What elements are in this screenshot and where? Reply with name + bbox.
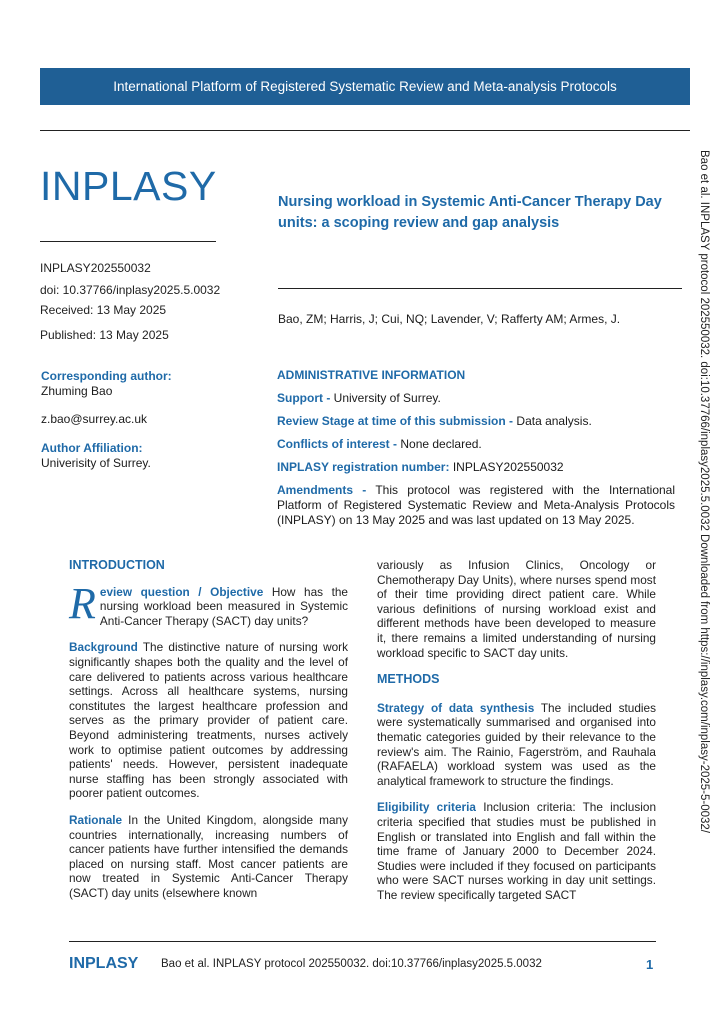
logo-underline [40,241,216,242]
rationale-label: Rationale [69,812,123,827]
affiliation-label: Author Affiliation: [41,441,143,455]
review-stage-label: Review Stage at time of this submission - [277,414,514,428]
amendments-value: This protocol was registered with the International Platform of Registered Systematic Review and Meta-Analysis Protocols (INPLASY) on 13 May 2025 and was last updated on 13 May 2025. [277,483,676,527]
registration-id: INPLASY202550032 [40,261,151,275]
author-affiliation [41,441,261,471]
support-line [277,391,675,406]
amendments-label: Amendments - [277,483,367,497]
left-column [69,558,348,912]
author-list: Bao, ZM; Harris, J; Cui, NQ; Lavender, V; Rafferty AM; Armes, J. [278,312,621,326]
eligibility-text: Inclusion criteria: The inclusion criteria specified that studies must be published in English or translated into English and fall within the time frame of January 2000 to December 2024. Studies were included if they focused on participants who were SACT nurses working in day unit settings. The review specifically targeted SACT [377,800,657,902]
synthesis-text: The included studies were systematically summarised and organised into thematic categories guided by their relevance to the review's aim. The Rainio, Fagerström, and Rauhala (RAFAELA) workload system was used as the analytical framework to structure the findings. [377,700,656,788]
background-paragraph [69,640,348,801]
conflicts-label: Conflicts of interest - [277,437,398,451]
side-citation [690,150,710,870]
review-question-label: eview question / Objective [99,584,264,599]
registration-number-line [277,460,675,475]
support-value: University of Surrey. [333,391,441,405]
footer-logo: INPLASY [69,955,139,972]
registration-number-label: INPLASY registration number: [277,460,450,474]
eligibility-paragraph [377,800,656,902]
rationale-text: In the United Kingdom, alongside many countries internationally, increasing numbers of cancer patients have further intensified the demands placed on nursing staff. Most cancer patients are now treated in Systemic Anti-Cancer Therapy (SACT) day units (elsewhere known [69,812,348,900]
drop-cap: R [69,578,96,628]
footer-divider [69,941,656,942]
title-divider [278,288,682,289]
doi[interactable]: doi: 10.37766/inplasy2025.5.0032 [40,283,221,297]
corresponding-author [41,369,261,399]
review-stage-value: Data analysis. [516,414,592,428]
conflicts-line [277,437,675,452]
amendments-line [277,483,675,528]
conflicts-value: None declared. [400,437,482,451]
rationale-continued: variously as Infusion Clinics, Oncology or Chemotherapy Day Units), where nurses spend most of their time providing direct patient care. While various definitions of nursing workload exist and different methods have been developed to measure it, there remains a limited understanding of nursing workload specific to SACT day units. [377,558,656,660]
article-title: Nursing workload in Systemic Anti-Cancer Therapy Day units: a scoping review and gap analysis [278,194,662,231]
registration-number-value: INPLASY202550032 [452,460,564,474]
methods-heading: METHODS [377,672,440,687]
corresponding-author-name: Zhuming Bao [41,384,113,398]
review-stage-line [277,414,675,429]
published-date: Published: 13 May 2025 [40,328,169,342]
review-question-text: How has the nursing workload been measured in Systemic Anti-Cancer Therapy (SACT) day units? [99,584,348,628]
side-citation-text: Bao et al. INPLASY protocol 202550032. doi:10.37766/inplasy2025.5.0032 Downloaded from https://inplasy.com/inplasy-2025-5-0032/ [698,150,710,833]
footer-citation: Bao et al. INPLASY protocol 202550032. doi:10.37766/inplasy2025.5.0032 [161,958,542,970]
banner-text: International Platform of Registered Systematic Review and Meta-analysis Protocols [113,79,617,94]
page-number: 1 [646,957,654,972]
background-label: Background [69,640,138,655]
received-date: Received: 13 May 2025 [40,303,167,317]
admin-heading: ADMINISTRATIVE INFORMATION [277,368,466,382]
journal-banner [40,68,690,105]
affiliation-value: Univerisity of Surrey. [41,456,151,470]
author-email[interactable]: z.bao@surrey.ac.uk [41,412,148,426]
corresponding-author-label: Corresponding author: [41,369,172,383]
synthesis-label: Strategy of data synthesis [377,700,535,715]
header-divider [40,130,690,131]
administrative-information [277,368,675,528]
synthesis-paragraph [377,701,656,789]
support-label: Support - [277,391,331,405]
review-question-paragraph [69,578,348,629]
eligibility-label: Eligibility criteria [377,800,476,815]
rationale-paragraph [69,813,348,901]
introduction-heading: INTRODUCTION [69,558,165,572]
background-text: The distinctive nature of nursing work significantly shapes both the quality and the level of care delivered to patients across various healthcare settings. Across all healthcare systems, nursing constitutes the largest healthcare profession and serves as the primary provider of patient care. Beyond administering treatments, nurses actively work to optimise patient outcomes by addressing patients' needs. However, persistent inadequate nurse staffing has been strongly associated with poorer patient outcomes. [69,640,348,801]
inplasy-logo: INPLASY [40,163,217,209]
right-column [377,558,656,914]
